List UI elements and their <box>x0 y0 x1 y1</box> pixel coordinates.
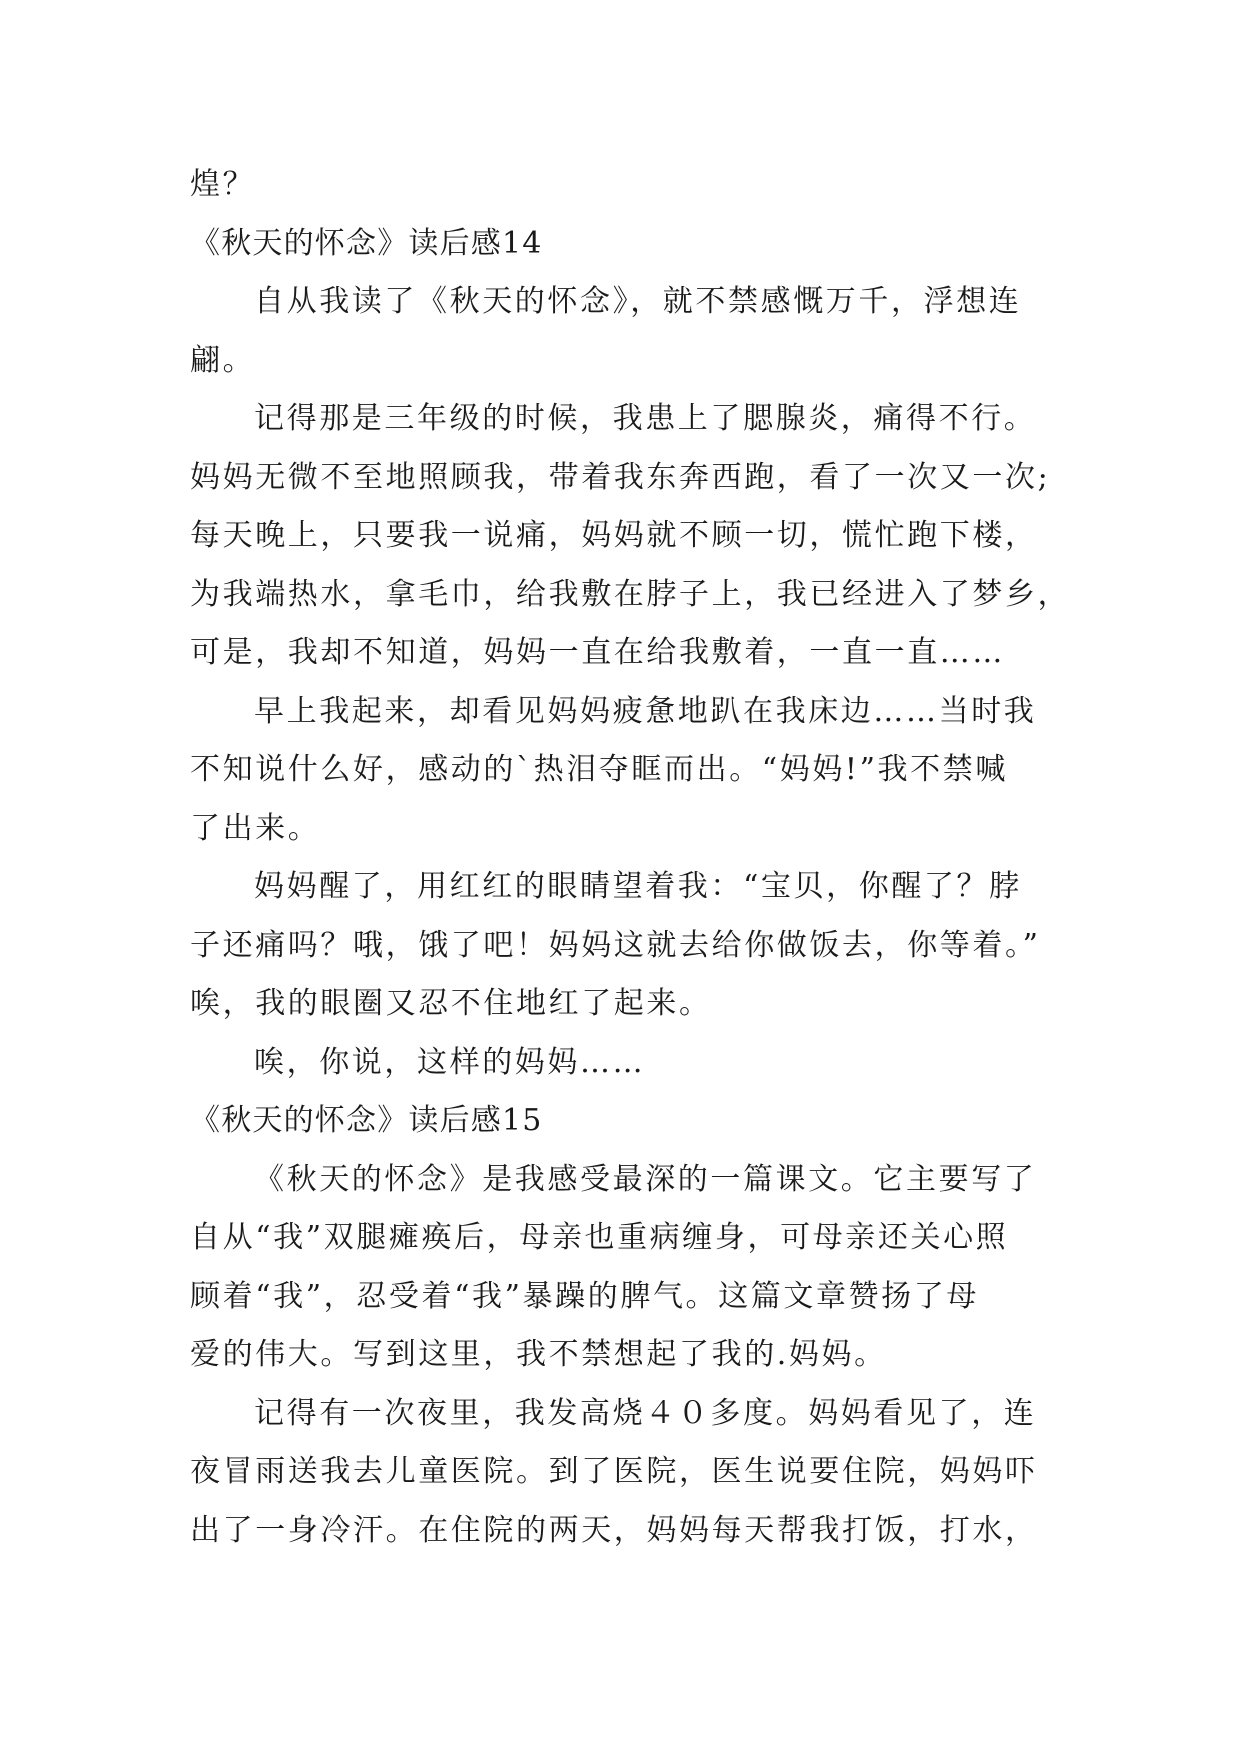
paragraph-first-line: 唉，你说，这样的妈妈…… <box>254 1044 646 1080</box>
paragraph-first-line: 记得有一次夜里，我发高烧４０多度。妈妈看见了，连 <box>254 1395 1037 1431</box>
text-line: 煌？ <box>190 167 256 202</box>
paragraph-first-line: 《秋天的怀念》是我感受最深的一篇课文。它主要写了 <box>254 1161 1037 1197</box>
paragraph-first-line: 自从我读了《秋天的怀念》，就不禁感慨万千，浮想连 <box>254 284 1022 319</box>
essay-heading: 《秋天的怀念》读后感15 <box>190 1103 543 1138</box>
text-line: 妈妈无微不至地照顾我，带着我东奔西跑，看了一次又一次; <box>190 459 1051 495</box>
paragraph-first-line: 早上我起来，却看见妈妈疲惫地趴在我床边……当时我 <box>254 693 1037 729</box>
text-line: 可是，我却不知道，妈妈一直在给我敷着，一直一直…… <box>190 635 1005 670</box>
document-body <box>190 156 1071 1560</box>
text-line: 每天晚上，只要我一说痛，妈妈就不顾一切，慌忙跑下楼， <box>190 518 1038 553</box>
text-line: 唉，我的眼圈又忍不住地红了起来。 <box>190 986 712 1021</box>
text-line: 自从“我”双腿瘫痪后，母亲也重病缠身，可母亲还关心照 <box>190 1220 1009 1255</box>
essay-heading: 《秋天的怀念》读后感14 <box>190 225 543 261</box>
text-line: 顾着“我”，忍受着“我”暴躁的脾气。这篇文章赞扬了母 <box>190 1278 979 1314</box>
text-line: 出了一身冷汗。在住院的两天，妈妈每天帮我打饭，打水， <box>190 1512 1038 1548</box>
text-line: 爱的伟大。写到这里，我不禁想起了我的.妈妈。 <box>190 1337 887 1372</box>
text-line: 为我端热水，拿毛巾，给我敷在脖子上，我已经进入了梦乡， <box>190 576 1071 612</box>
text-line: 翩。 <box>190 342 256 378</box>
paragraph-first-line: 记得那是三年级的时候，我患上了腮腺炎，痛得不行。 <box>254 401 1037 436</box>
text-line: 夜冒雨送我去儿童医院。到了医院，医生说要住院，妈妈吓 <box>190 1454 1038 1489</box>
text-line: 了出来。 <box>190 810 321 846</box>
text-line: 子还痛吗？哦，饿了吧！妈妈这就去给你做饭去，你等着。” <box>190 927 1041 963</box>
paragraph-first-line: 妈妈醒了，用红红的眼睛望着我：“宝贝，你醒了？脖 <box>254 869 1022 904</box>
text-line: 不知说什么好，感动的`热泪夺眶而出。“妈妈!”我不禁喊 <box>190 752 1008 787</box>
